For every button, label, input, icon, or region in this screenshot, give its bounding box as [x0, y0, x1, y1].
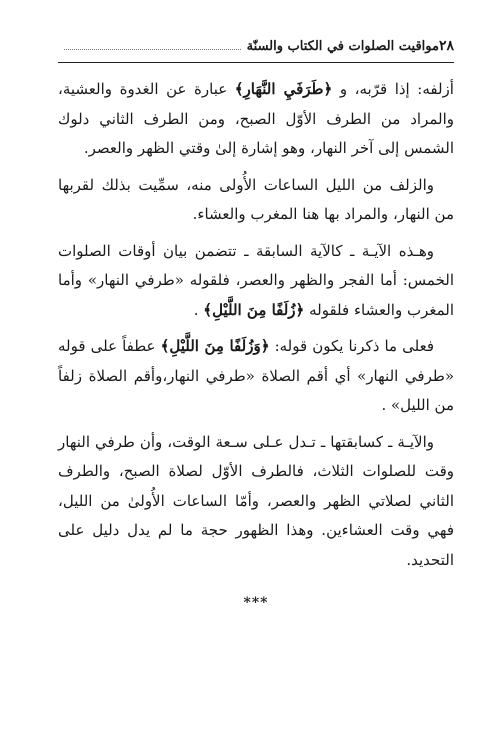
quran-quote: ﴿طَرَفَيِ النَّهَارِ﴾	[234, 80, 333, 98]
paragraph-text: والزلف من الليل الساعات الأُولى منه، سمِّيت بذلك لقربها من النهار، والمراد بها هنا المغرب والعشاء.	[58, 175, 454, 223]
paragraph-text: أزلفه: إذا قرّبه، و	[332, 80, 454, 98]
paragraph	[58, 428, 454, 576]
paragraph	[58, 332, 454, 421]
paragraph	[58, 75, 454, 164]
paragraph-text: .	[193, 300, 204, 319]
paragraph-text: عطفاً على قوله «طرفي النهار» أي أقم الصلاة «طرفي النهار،وأقم الصلاة زلفاً من الليل» .	[58, 337, 454, 414]
paragraph-text: والآيـة ـ كسابقتها ـ تـدل عـلى سـعة الوقت، وأن طرفي النهار وقت للصلوات الثلاث، فالطرف الأوّل لصلاة الصبح، والطرف الثاني لصلاتي الظهر والعصر، وأمّا الساعات الأُولىٰ من الليل، فهي وقت العشاءين. وهذا الظهور حجة ما لم يدل دليل على التحديد.	[58, 432, 454, 569]
quran-quote: ﴿وَزُلَفًا مِنَ اللَّيْلِ﴾	[160, 337, 270, 355]
body-text	[58, 75, 454, 575]
section-separator: ***	[243, 595, 269, 611]
running-header	[58, 38, 454, 63]
paragraph-text: عبارة عن الغدوة والعشية، والمراد من الطرف الأوّل الصبح، ومن الطرف الثاني دلوك الشمس إلى آخر النهار، وهو إشارة إلىٰ وقتي الظهر والعصر.	[58, 80, 454, 157]
quran-quote: ﴿زُلَفًا مِنَ اللَّيْلِ﴾	[203, 300, 305, 319]
header-dot-leader	[64, 48, 241, 50]
page-number: ٢٨	[438, 38, 454, 54]
paragraph	[58, 237, 454, 326]
book-page	[58, 38, 454, 611]
paragraph-text: فعلى ما ذكرنا يكون قوله:	[269, 337, 435, 355]
paragraph-text: وهـذه الآيـة ـ كالآية السابقة ـ تتضمن بيان أوقات الصلوات الخمس: أما الفجر والظهر والعصر، فلقوله «طرفي النهار» وأما المغرب والعشاء فلقوله	[58, 241, 454, 319]
chapter-title: مواقيت الصلوات في الكتاب والسنّة	[246, 39, 439, 54]
paragraph	[58, 171, 454, 230]
